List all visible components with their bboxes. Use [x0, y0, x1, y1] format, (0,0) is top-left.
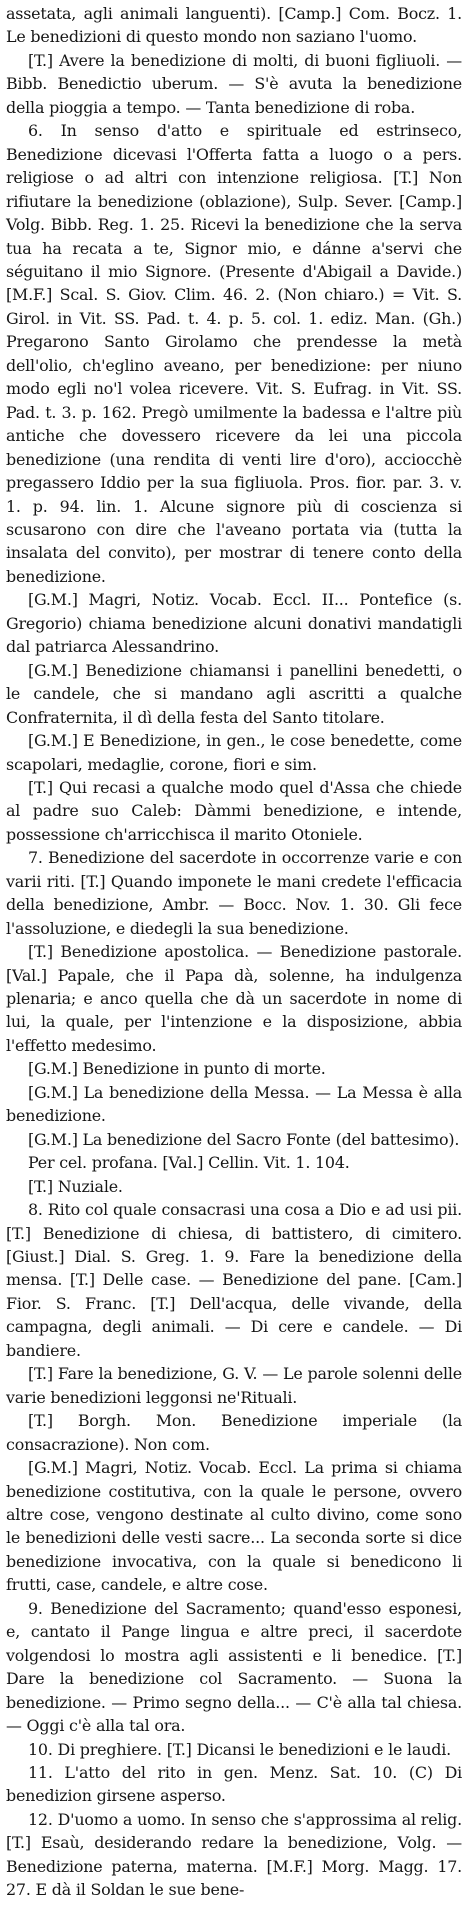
paragraph-magri-note: [G.M.] Magri, Notiz. Vocab. Eccl. II... Pontefice (s. Gregorio) chiama benedizione alcuni donativi mandatigli dal patriarca Alessandrino.	[6, 590, 462, 657]
paragraph-continuation: assetata, agli animali languenti). [Camp.] Com. Bocz. 1. Le benedizioni di questo mondo non saziano l'uomo.	[6, 4, 462, 47]
paragraph-apostolica: [T.] Benedizione apostolica. — Benedizione pastorale. [Val.] Papale, che il Papa dà, solenne, ha indulgenza plenaria; e anco quella che dà un sacerdote in nome di lui, la quale, per l'intenzione e la disposizione, abbia l'effetto medesimo.	[6, 942, 462, 1055]
paragraph-costitutiva: [G.M.] Magri, Notiz. Vocab. Eccl. La prima si chiama benedizione costitutiva, con la quale le persone, ovvero altre cose, vengono destinate al culto divino, come sono le benedizioni delle vesti sacre... La seconda sorte si dice benedizione invocativa, con la quale si benedicono li frutti, case, candele, e altre cose.	[6, 1458, 462, 1595]
paragraph-sense-12: 12. D'uomo a uomo. In senso che s'approssima al relig. [T.] Esaù, desiderando redare la benedizione, Volg. — Benedizione paterna, materna. [M.F.] Morg. Magg. 17. 27. E dà il Soldan le sue bene-	[6, 1809, 462, 1900]
paragraph-sacro-fonte: [G.M.] La benedizione del Sacro Fonte (del battesimo).	[28, 1129, 460, 1149]
paragraph-sense-9: 9. Benedizione del Sacramento; quand'esso esponesi, e, cantato il Pange lingua e altre preci, il sacerdote volgendosi lo mostra agli assistenti e li benedice. [T.] Dare la benedizione col Sacramento. — Suona la benedizione. — Primo segno della... — C'è alla tal chiesa. — Oggi c'è alla tal ora.	[6, 1598, 462, 1736]
paragraph-nuziale: [T.] Nuziale.	[28, 1176, 123, 1196]
paragraph-sense-11: 11. L'atto del rito in gen. Menz. Sat. 10. (C) Di benedizion girsene asperso.	[6, 1762, 462, 1806]
paragraph-cose-benedette: [G.M.] E Benedizione, in gen., le cose benedette, come scapolari, medaglie, corone, fiori e sim.	[6, 731, 462, 774]
paragraph-messa: [G.M.] La benedizione della Messa. — La Messa è alla benedizione.	[6, 1082, 462, 1126]
paragraph-sense-8: 8. Rito col quale consacrasi una cosa a Dio e ad usi pii. [T.] Benedizione di chiesa, di battistero, di cimitero. [Giust.] Dial. S. Greg. 1. 9. Fare la benedizione della mensa. [T.] Delle case. — Benedizione del pane. [Cam.] Fior. S. Franc. [T.] Dell'acqua, delle vivande, della campagna, degli animali. — Di cere e candele. — Di bandiere.	[6, 1200, 462, 1360]
paragraph-example-plenty: [T.] Avere la benedizione di molti, di buoni figliuoli. — Bibb. Benedictio uberum. — S'è avuta la benedizione della pioggia a tempo. — Tanta benedizione di roba.	[6, 50, 462, 117]
paragraph-rituali: [T.] Fare la benedizione, G. V. — Le parole solenni delle varie benedizioni leggonsi ne'Rituali.	[6, 1364, 462, 1407]
paragraph-imperiale: [T.] Borgh. Mon. Benedizione imperiale (la consacrazione). Non com.	[6, 1411, 462, 1454]
paragraph-assa: [T.] Qui recasi a qualche modo quel d'Assa che chiede al padre suo Caleb: Dàmmi benedizione, e intende, possessione ch'arricchisca il marito Otoniele.	[6, 777, 462, 844]
paragraph-sense-6: 6. In senso d'atto e spirituale ed estrinseco, Benedizione dicevasi l'Offerta fatta a luogo o a pers. religiose o ad altri con intenzione religiosa. [T.] Non rifiutare la benedizione (oblazione), Sulp. Sever. [Camp.] Volg. Bibb. Reg. 1. 25. Ricevi la benedizione che la serva tua ha recata a te, Signor mio, e dánne a'servi che séguitano il mio Signore. (Presente d'Abigail a Davide.) [M.F.] Scal. S. Giov. Clim. 46. 2. (Non chiaro.) = Vit. S. Girol. in Vit. SS. Pad. t. 4. p. 5. col. 1. ediz. Man. (Gh.) Pregarono Santo Girolamo che prendesse la metà dell'olio, ch'eglino aveano, per benedizione: per niuno modo egli no'l volea ricevere. Vit. S. Eufrag. in Vit. SS. Pad. t. 3. p. 162. Pregò umilmente la badessa e l'altre più antiche che dovessero ricevere da lei una piccola benedizione (una rendita di venti lire d'oro), acciocchè pregassero Iddio per la sua figliuola. Pros. fior. par. 3. v. 1. p. 94. lin. 1. Alcune signore più di coscienza si scusarono con dire che l'aveano portata via (tutta la insalata del convito), per mostrar di tenere conto della benedizione.	[6, 121, 462, 586]
paragraph-punto-di-morte: [G.M.] Benedizione in punto di morte.	[28, 1059, 326, 1079]
paragraph-sense-7: 7. Benedizione del sacerdote in occorrenze varie e con varii riti. [T.] Quando imponete le mani credete l'efficacia della benedizione, Ambr. — Bocc. Nov. 1. 30. Gli fece l'assoluzione, e diedegli la sua benedizione.	[6, 848, 462, 938]
paragraph-panellini: [G.M.] Benedizione chiamansi i panellini benedetti, o le candele, che si mandano agli ascritti a qualche Confraternita, il dì della festa del Santo titolare.	[6, 660, 462, 727]
paragraph-sense-10: 10. Di preghiere. [T.] Dicansi le benedizioni e le laudi.	[28, 1739, 451, 1759]
paragraph-profana: Per cel. profana. [Val.] Cellin. Vit. 1. 104.	[28, 1153, 350, 1173]
